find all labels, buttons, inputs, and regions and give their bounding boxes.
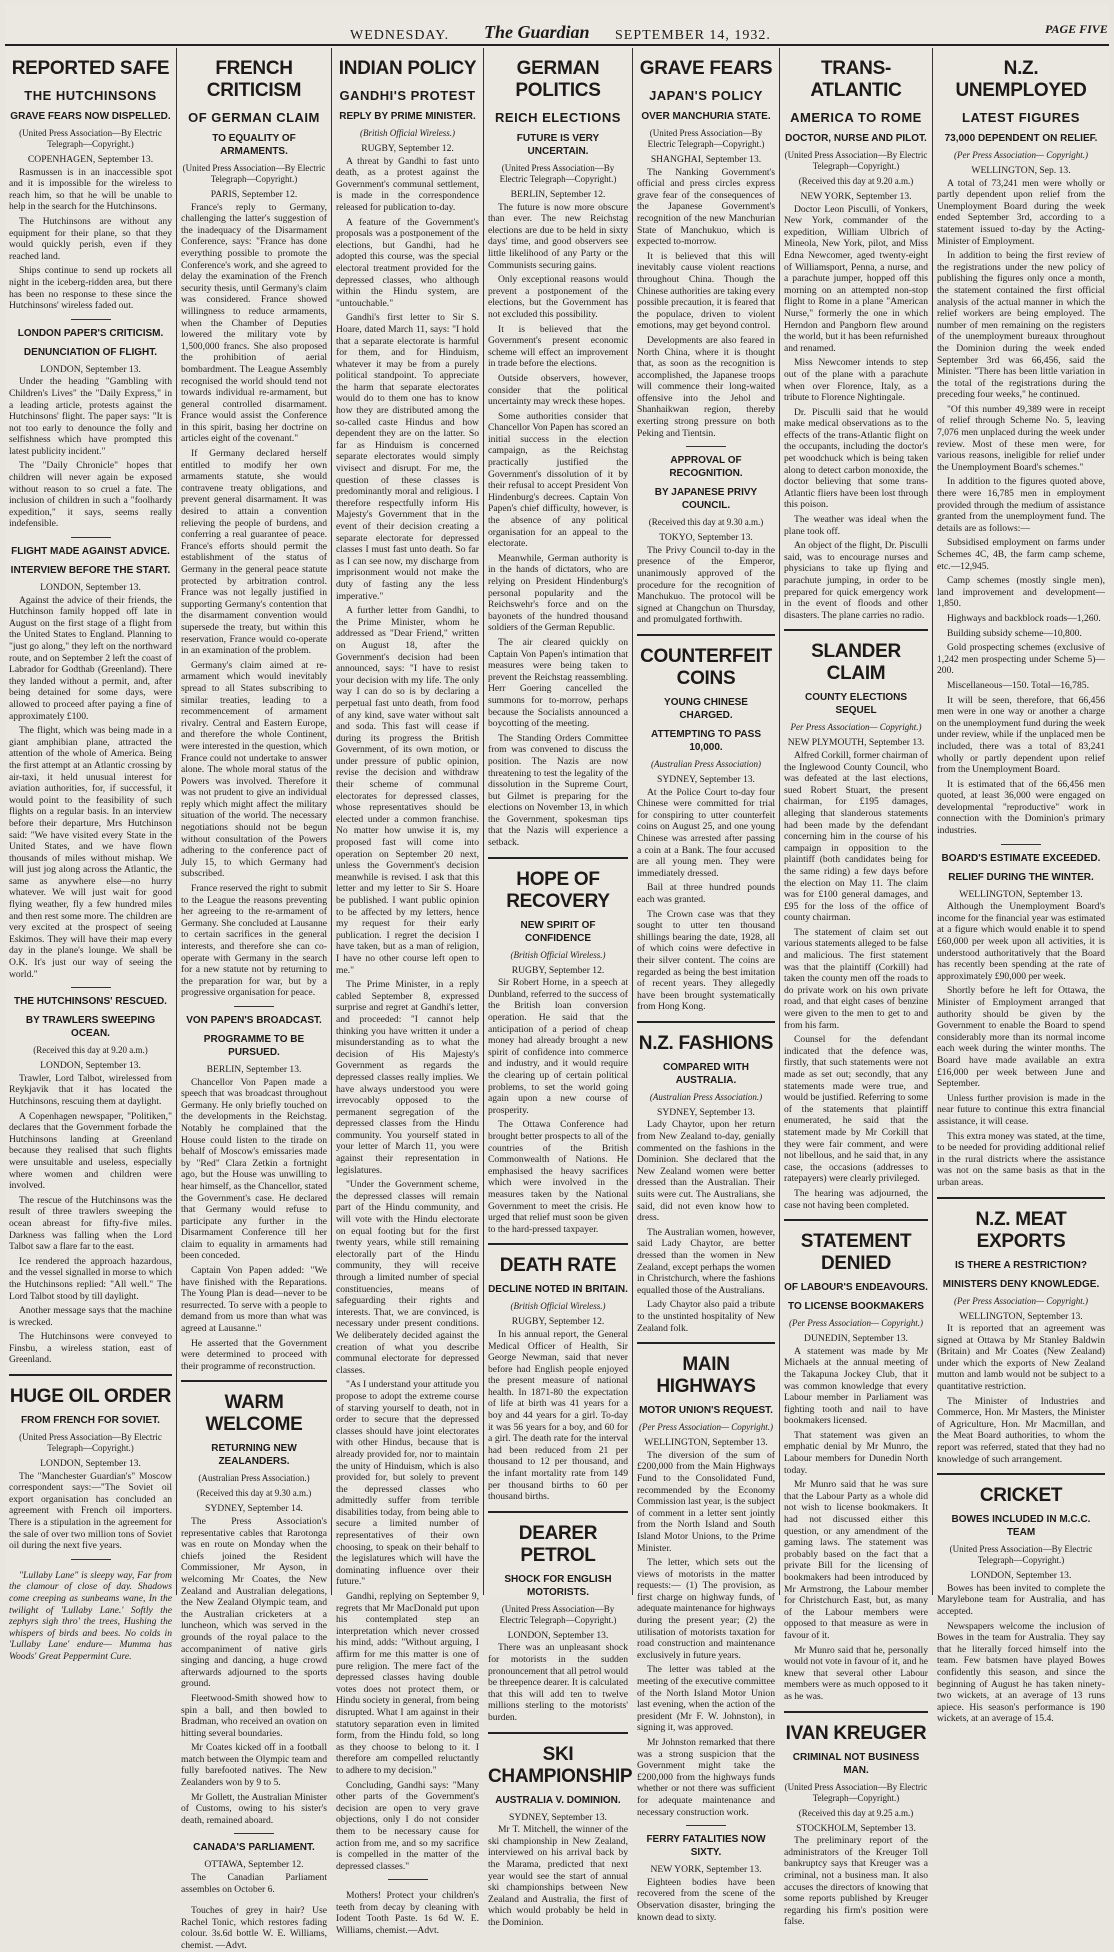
paragraph: Mr T. Mitchell, the winner of the ski championship in New Zealand, interviewed on his arrival back by the Marama, predicted that next year would see the start of annual ski championships between New Zealand and Australia, the first of which would probably be held in the Dominion. [488, 1824, 628, 1928]
paragraph: The air cleared quickly on Captain Von Papen's intimation that measures were being taken to prevent the Reichstag reassembling. Herr Goering cancelled the summons for to-morrow, perhaps because the Socialists announced a boycotting of the meeting. [488, 636, 628, 730]
paragraph: The Ottawa Conference had brought better prospects to all of the countries of the British Commonwealth of Nations. He emphasised the heavy sacrifices which were involved in the measures taken by the National Government to meet the crisis. He urged that relief must soon be given to the hard-pressed taxpayer. [488, 1119, 628, 1235]
dateline: NEW YORK, September 13. [650, 1864, 762, 1876]
section-rule [181, 1380, 327, 1382]
subhead: CANADA'S PARLIAMENT. [193, 1842, 315, 1854]
paragraph: Meanwhile, German authority is in the hands of dictators, who are relying on President Hindenburg's personal popularity and the Reichswehr's force and on the bayonets of the hundred thousand soldiers of the German Republic. [488, 552, 628, 634]
paragraph: Doctor Leon Pisculli, of Yonkers, New York, commander of the expedition, William Ulbrich of Mineola, New York, pilot, and Miss Edna Newcomer, aged twenty-eight of Williamsport, Penna, a nurse, and a parachute jumper, hopped off this morning on an attempted non-stop flight to Rome in a plane "American Nurse," formerly the one in which Herndon and Pangborn flew around the world, but it has been refurnished and renamed. [784, 203, 928, 354]
paragraph: In addition to being the first review of the registrations under the new policy of publishing the figures only once a month, the statement contained the first official analysis of the actual manner in which the relief workers are being employed. The number of men remaining on the registers of the unemployment bureaux throughout the Dominion during the week ended September 3rd was 66,456, said the Minister. "There has been little variation in the total of the registrations during the preceding four weeks," he continued. [937, 250, 1105, 401]
paragraph: Subsidised employment on farms under Schemes 4C, 4B, the farm camp scheme, etc.—12,945. [937, 537, 1105, 572]
paragraph: France reserved the right to submit to the League the reasons preventing her agreeing to the re-armament of Germany. She concluded at Lausanne to certain sacrifices in the general interests, and therefore she can co-operate with Germany in the search for a new statute not by returning to the preparation for war, but by a progressive organisation for peace. [181, 883, 327, 999]
separator [1001, 844, 1041, 845]
subheadline: JAPAN'S POLICY [649, 88, 763, 103]
received-note: (Received this day at 9.20 a.m.) [33, 1045, 148, 1056]
paragraph: Camp schemes (mostly single men), land improvement and development—1,850. [937, 575, 1105, 610]
dateline: SYDNEY, September 13. [657, 774, 755, 785]
dateline: NEW PLYMOUTH, September 13. [787, 737, 925, 749]
headline: N.Z. UNEMPLOYED [955, 58, 1087, 101]
paragraph: The Hutchinsons are without any equipment for their plane, so that they would quickly perish, even if they reached land. [9, 215, 172, 262]
wire-credit: (United Press Association—By Electric Telegraph—Copyright.) [784, 150, 928, 171]
subhead: BY JAPANESE PRIVY COUNCIL. [654, 487, 758, 512]
paragraph: Miscellaneous—150. Total—16,785. [947, 679, 1089, 691]
paragraph: A total of 73,241 men were wholly or partly dependent upon relief from the Unemployment Board during the week ended September 3rd, according to a statement issued to-day by the Acting-Minister of Employment. [937, 177, 1105, 247]
paragraph: Trawler, Lord Talbot, wirelessed from Reykjavik that it has located the Hutchinsons, rescuing them at daylight. [9, 1072, 172, 1107]
paragraph: Rasmussen is in an inaccessible spot and it is impossible for the wireless to reach him, so that he will be unable to help in the search for the Hutchinsons. [9, 166, 172, 213]
masthead [5, 4, 1109, 46]
paragraph: Mr Munro said that he, personally would not vote in favour of it, and he knew that several other Labour members were as much opposed to it as he was. [784, 1644, 928, 1702]
paragraph: Another message says that the machine is wrecked. [9, 1305, 172, 1328]
received-note: (Received this day at 9.30 a.m.) [196, 1488, 312, 1499]
subhead: FLIGHT MADE AGAINST ADVICE. [11, 546, 170, 558]
wire-credit: (United Press Association—By Electric Telegraph—Copyright.) [182, 163, 326, 184]
headline: COUNTERFEIT COINS [640, 646, 772, 689]
deck: OVER MANCHURIA STATE. [641, 111, 771, 122]
paragraph: It is reported that an agreement was signed at Ottawa by Mr Stanley Baldwin (Britain) and Mr Coates (New Zealand) under which the exports of New Zealand mutton and lamb would not be subject to a quantitative restriction. [937, 1323, 1105, 1393]
subhead: THE HUTCHINSONS' RESCUED. [14, 996, 167, 1008]
paragraph: Mr Gollett, the Australian Minister of Customs, owing to his sister's death, remained aboard. [181, 1791, 327, 1826]
paragraph: The Hutchinsons were conveyed to Finsbu, a wireless station, east of Greenland. [9, 1331, 172, 1366]
headline: INDIAN POLICY [338, 58, 477, 79]
dateline: LONDON, September 13. [970, 1570, 1072, 1582]
deck: MOTOR UNION'S REQUEST. [639, 1405, 773, 1417]
deck: DECLINE NOTED IN BRITAIN. [488, 1284, 628, 1296]
separator [686, 446, 726, 447]
paragraph: The letter was tabled at the meeting of the executive committee of the North Island Motor Union last evening, when the action of the president (Mr F. W. Johnston), in signing it, was approved. [637, 1664, 775, 1734]
paragraph: The diversion of the sum of £200,000 from the Main Highways Fund to the Consolidated Fund, recommended by the Economy Commission last year, is the subject of comment in a letter sent jointly from the North Island and South Island Motor Unions, to the Prime Minister. [637, 1449, 775, 1554]
section-rule [937, 1197, 1105, 1199]
column-1 [5, 48, 176, 1662]
paragraph: Gandhi, replying on September 9, regrets that Mr MacDonald put upon his contemplated step an interpretation which never crossed his mind, adds: "Without arguing, I affirm for me this matter is one of pure religion. The mere fact of the depressed classes having double votes does not protect them, or Hindu society in general, from being disrupted. What I am against in their statutory separation even in limited form, from the Hindu fold, so long as they choose to belong to it. I therefore am compelled reluctantly to adhere to my decision." [336, 1591, 479, 1776]
wire-credit: (United Press Association—By Electric Telegraph—Copyright.) [499, 1603, 617, 1625]
paragraph: The weather was ideal when the plane took off. [784, 514, 928, 537]
section-rule [784, 629, 928, 631]
masthead-title: The Guardian [484, 22, 590, 42]
paragraph: The Nanking Government's official and press circles express grave fear of the consequences of the Japanese Government's recognition of the new Manchurian State of Manchukuo, which is expected to-morrow. [637, 166, 775, 248]
dateline: SYDNEY, September 13. [657, 1106, 755, 1118]
deck: YOUNG CHINESE CHARGED. [664, 697, 748, 721]
wire-credit: (Australian Press Association.) [649, 1091, 763, 1102]
paragraph: Ships continue to send up rockets all night in the iceberg-ridden area, but there has been no response to these since the Hutchinsons' wireless faded out. [9, 265, 172, 312]
section-rule [637, 1021, 775, 1023]
paragraph: The Standing Orders Committee from was convened to discuss the position. The Nazis are now threatening to test the legality of the dissolution in the Supreme Court, but Gilmet is preparing for the elections on November 13, in which the Government, spokesman tips that the Nazis will experience a setback. [488, 732, 628, 849]
advertisement: Mothers! Protect your children's teeth from decay by cleaning with Iodent Tooth Paste. 1s 6d W. E. Williams, chemist.—Advt. [336, 1890, 479, 1937]
advertisement: "Lullaby Lane" is sleepy way, Far from the clamour of close of day. Shadows come creeping as sunbeams wane, In the twilight of 'Lullaby Lane.' Softly the zephyrs sigh thro' the trees, Hushing the whispers of birds and bees. No colds in 'Lullaby Lane' endure— Mumma has Woods' Great Peppermint Cure. [9, 1569, 172, 1662]
paragraph: "Under the Government scheme, the depressed classes will remain part of the Hindu community, and will vote with the Hindu electorate on equal footing but for the first twenty years, while still remaining electorally part of the Hindu community, they will receive through a limited number of special constituencies, means of safeguarding their rights and interests. That, we are convinced, is necessary under present conditions. We deliberately decided against the creation of what you describe communal electorate for depressed classes. [336, 1179, 479, 1376]
paragraph: The rescue of the Hutchinsons was the result of three trawlers sweeping the ocean abreast for fifty-five miles. Darkness was falling when the Lord Talbot saw a flare far to the east. [9, 1194, 172, 1253]
paragraph: Captain Von Papen added: "We have finished with the Reparations. The Young Plan is dead—never to be resurrected. To serve with a people to demand from us more than what was agreed at Lausanne." [181, 1265, 327, 1335]
paragraph: Shortly before he left for Ottawa, the Minister of Employment arranged that authority should be given by the Government to enable the Board to spend considerably more than its normal income each week during the winter months. The Board have made available an extra £16,000 per week between June and September. [937, 985, 1105, 1090]
subhead: BY TRAWLERS SWEEPING OCEAN. [25, 1015, 156, 1040]
column-6 [780, 48, 932, 1928]
deck: CRIMINAL NOT BUSINESS MAN. [792, 1751, 920, 1776]
paragraph: Bowes has been invited to complete the Marylebone team for Australia, and has accepted. [937, 1582, 1105, 1617]
dateline: DUNEDIN, September 13. [804, 1333, 908, 1345]
paragraph: Germany's claim aimed at re-armament which would inevitably spread to all States subscribing to similar treaties, leading to a recommencement of armament rivalry. Central and Eastern Europe, and therefore the whole Continent, were interested in the question, which France could not undertake to answer alone. The whole moral status of the Powers was involved. Therefore it was not prudent to give an individual reply which might affect the military situation of the world. The necessary negotiations should not be begun without consultation of the Powers adhering to the conference pact of July 15, to which Germany had subscribed. [181, 659, 327, 880]
deck: 73,000 DEPENDENT ON RELIEF. [944, 133, 1098, 144]
paragraph: The hearing was adjourned, the case not having been completed. [784, 1187, 928, 1211]
dateline: OTTAWA, September 12. [204, 1859, 304, 1871]
masthead-day: WEDNESDAY. [350, 28, 450, 43]
deck: BOWES INCLUDED IN M.C.C. TEAM [951, 1514, 1091, 1539]
dateline: LONDON, September 13. [40, 1060, 141, 1072]
paragraph: In addition to the figures quoted above, there were 16,785 men in employment provided through the medium of assistance granted from the unemployment fund. The details are as follows:— [937, 476, 1105, 534]
wire-credit: (British Official Wireless.) [510, 949, 606, 960]
masthead-date: SEPTEMBER 14, 1932. [615, 28, 771, 43]
wire-credit: (Australian Press Association.) [198, 1473, 310, 1484]
dateline: BERLIN, September 12. [510, 189, 606, 200]
paragraph: Mr Munro said that he was sure that the Labour Party as a whole did not wish to license bookmakers. It had not discussed either this question, or any amendment of the gaming laws. The statement was probably based on the fact that a private Bill for the licensing of bookmakers had been introduced by Mr Armstrong, the Labour member for Christchurch East, but, as many of the Labour members were opposed to that measure as were in favour of it. [784, 1479, 928, 1641]
paragraph: The Crown case was that they sought to utter ten thousand shillings bearing the date, 1928, all of which coins were defective in their silver content. The coins are regarded as being the best imitation of recent years. They allegedly have been brought systematically from Hong Kong. [637, 908, 775, 1013]
wire-credit: (United Press Association—By Electric Telegraph—Copyright.) [949, 1544, 1093, 1566]
subhead: FERRY FATALITIES NOW SIXTY. [646, 1834, 766, 1859]
received-note: (Received this day at 9.25 a.m.) [798, 1807, 914, 1818]
paragraph: It is believed that the Government's present economic scheme will effect an improvement in trade before the elections. [488, 323, 628, 370]
headline: STATEMENT DENIED [800, 1231, 912, 1275]
separator [686, 1825, 726, 1826]
paragraph: He asserted that the Government were determined to proceed with their programme of reconstruction. [181, 1337, 327, 1372]
deck: RETURNING NEW ZEALANDERS. [211, 1443, 297, 1468]
paragraph: Dr. Pisculli said that he would make medical observations as to the effects of the trans-Atlantic flight on the occupants, including the doctor's pet woodchuck which is being taken along to detect carbon monoxide, the doctor believing that some trans-Atlantic fliers have been lost through this poison. [784, 406, 928, 511]
received-note: (Received this day at 9.20 a.m.) [798, 176, 914, 186]
paragraph: If Germany declared herself entitled to modify her own armaments statute, she would contravene treaty obligations, and prevent general disarmament. It was desired to attain a convention relieving the people of burdens, and conferring a real guarantee of peace. France's efforts should permit the establishment of the status of Germany in the general peace statute protected by arbitration control. France was not legally justified in supporting Germany's contention that the disarmament convention would supersede the treaty, but within this reservation, France would co-operate in an examination of the problem. [181, 448, 327, 657]
deck: TO LICENSE BOOKMAKERS [788, 1301, 924, 1313]
paragraph: Although the Unemployment Board's income for the financial year was estimated at a figure which would enable it to spend £60,000 per week upon all activities, it is understood authoritatively that the Board has recently been spending at the rate of approximately £90,000 per week. [937, 901, 1105, 982]
dateline: SYDNEY, September 13. [509, 1811, 607, 1823]
wire-credit: (United Press Association—By Electric Telegraph—Copyright.) [784, 1781, 928, 1803]
dateline: RUGBY, September 12. [511, 1316, 605, 1328]
headline: REPORTED SAFE [11, 58, 170, 79]
paragraph: A statement was made by Mr Michaels at the annual meeting of the Takapuna Jockey Club, that it was common knowledge that every Labour member in Parliament was fighting tooth and nail to have bookmakers licensed. [784, 1345, 928, 1427]
deck: SHOCK FOR ENGLISH MOTORISTS. [504, 1573, 612, 1598]
subhead: INTERVIEW BEFORE THE START. [10, 565, 171, 577]
separator [71, 987, 111, 988]
subhead: VON PAPEN'S BROADCAST. [186, 1014, 322, 1026]
dateline: LONDON, September 13. [40, 582, 141, 594]
deck: ATTEMPTING TO PASS 10,000. [650, 729, 761, 753]
subhead: LONDON PAPER'S CRITICISM. [17, 327, 164, 339]
headline: FRENCH CRITICISM [206, 58, 302, 101]
paragraph: The Canadian Parliament assembles on October 6. [181, 1872, 327, 1895]
paragraph: Lady Chaytor also paid a tribute to the unstinted hospitality of New Zealand folk. [637, 1299, 775, 1334]
paragraph: Alfred Corkill, former chairman of the Inglewood County Council, who was defeated at the last elections, sued Robert Stuart, the present chairman, for £195 damages, alleging that slanderous statements had been made by the defendant concerning him in the course of his campaign in opposition to the plaintiff (both candidates being for the same riding) a few days before the election on May 11. The claim was for £100 general damages, and £95 for the loss of the office of county chairman. [784, 749, 928, 924]
wire-credit: (United Press Association—By Electric Telegraph—Copyright.) [647, 128, 765, 149]
column-4 [484, 48, 633, 1928]
headline: GERMAN POLITICS [515, 58, 601, 101]
subheadline: GANDHI'S PROTEST [339, 88, 476, 103]
wire-credit: (Per Press Association— Copyright.) [639, 1422, 773, 1433]
paragraph: The "Daily Chronicle" hopes that children will never again be exposed without reason to so cruel a fate. The inclusion of children in such a "foolhardy expedition," it says, seems really indefensible. [9, 460, 172, 530]
dateline: WELLINGTON, September 13. [959, 1310, 1083, 1322]
separator [71, 1559, 111, 1560]
subheadline: AMERICA TO ROME [790, 110, 922, 125]
dateline: PARIS, September 12. [210, 189, 298, 200]
paragraph: Only exceptional reasons would prevent a postponement of the elections, but the Government has not excluded this possibility. [488, 274, 628, 320]
headline: WARM WELCOME [205, 1392, 303, 1436]
wire-credit: (United Press Association—By Electric Telegraph—Copyright.) [499, 163, 617, 184]
paragraph: A threat by Gandhi to fast unto death, as a protest against the Government's communal settlement, is made in the correspondence released for publication to-day. [336, 155, 479, 213]
dateline: LONDON, September 13. [40, 363, 141, 375]
paragraph: A Copenhagen newspaper, "Politiken," declares that the Government forbade the Hutchinsons landing at Greenland because they realised that such flights were unsuitable and useless, especially where women and children were involved. [9, 1110, 172, 1192]
subheadline: THE HUTCHINSONS [24, 88, 157, 103]
wire-credit: (Per Press Association— Copyright.) [954, 1295, 1088, 1306]
dateline: NEW YORK, September 13. [800, 191, 912, 202]
headline: SLANDER CLAIM [811, 641, 901, 685]
wire-credit: (United Press Association—By Electric Telegraph—Copyright.) [19, 1432, 162, 1454]
deck: FROM FRENCH FOR SOVIET. [21, 1415, 160, 1427]
headline: GRAVE FEARS [639, 58, 773, 79]
paragraph: A further letter from Gandhi, to the Prime Minister, whom he addressed as "Dear Friend," written on August 18, after the Government's decision had been announced, says: "I have to resist your decision with my life. The only way I can do so is by declaring a perpetual fast unto death, from food of any kind, save water without salt and soda. This fast will cease if during its progress the British Government, of its own motion, or under pressure of public opinion, revise the decision and withdraw their scheme of communal electorates for depressed classes, whose representatives should be elected under a common franchise. No matter how unwise it is, my proposed fast will come into operation on September 20 next, unless the Government's decision meanwhile is revised. I ask that this letter and my letter to Sir S. Hoare be published. I want public opinion to be affected by my letters, hence my request for their early publication. I regret the decision I have taken, but as a man of religion, I have no other course left open to me." [336, 605, 479, 976]
paragraph: The future is now more obscure than ever. The new Reichstag elections are due to be held in sixty days' time, and good observers see little likelihood of any Party or the Communists securing gains. [488, 201, 628, 271]
paragraph: It is believed that this will inevitably cause violent reactions throughout China. Though the Chinese authorities are taking every possible precaution, it is feared that the populace, driven to violent emotions, may get beyond control. [637, 250, 775, 332]
subheadline: REICH ELECTIONS [495, 110, 621, 125]
newspaper-page [5, 4, 1109, 1951]
paragraph: Bail at three hundred pounds each was granted. [637, 882, 775, 905]
headline: TRANS-ATLANTIC [810, 58, 902, 101]
paragraph: Under the heading "Gambling with Children's Lives" the "Daily Express," in a leading article, protests against the Hutchinsons' flight. The paper says: "It is not too early to denounce the folly and selfishness which have prompted this latest publicity incident." [9, 376, 172, 457]
column-3 [332, 48, 483, 1937]
deck: TO EQUALITY OF ARMAMENTS. [212, 133, 296, 157]
paragraph: Concluding, Gandhi says: "Many other parts of the Government's decision are open to very grave objections, only I do not consider them to be necessary cause for action from me, and so my sacrifice is compelled in the matter of the depressed classes." [336, 1779, 479, 1872]
paragraph: Eighteen bodies have been recovered from the scene of the Observation disaster, bringing the known dead to sixty. [637, 1876, 775, 1923]
paragraph: Sir Robert Horne, in a speech at Dunbland, referred to the success of the British loan conversion operation. He said that the anticipation of a period of cheap money had already brought a new spirit of confidence into commerce and industry, and it would require the clearing up of certain political problems, to set the world going again upon a new course of prosperity. [488, 977, 628, 1116]
subhead: RELIEF DURING THE WINTER. [948, 871, 1094, 883]
dateline: WELLINGTON, September 13. [959, 888, 1083, 900]
paragraph: "As I understand your attitude you propose to adopt the extreme course of starving yourself to death, not in order to secure that the depressed classes should have joint electorates with other Hindus, because that is already provided for, nor to maintain the unity of Hinduism, which is also provided for, but solely to prevent the depressed classes who admittedly suffer from terrible disabilities today, from being able to secure a limited number of representatives of their own choosing, to speak on their behalf to the legislatures which will have the dominating influence over their future." [336, 1379, 479, 1588]
headline: N.Z. MEAT EXPORTS [975, 1208, 1067, 1252]
deck: AUSTRALIA V. DOMINION. [495, 1794, 621, 1806]
section-rule [784, 1219, 928, 1221]
paragraph: The Press Association's representative cables that Rarotonga was en route on Monday when the chiefs joined the Resident Commissioner, Mr Ayson, in welcoming Mr Coates, the New Zealand and Australian delegations, the New Zealand Olympic team, and the Australian cricketers at a luncheon, which was served in the grounds of the royal palace to the accompaniment of native girls singing and dancing, a huge crowd afterwards adjourned to the sports ground. [181, 1516, 327, 1690]
paragraph: Mr Johnston remarked that there was a strong suspicion that the Government might take the £200,000 from the highways funds whether or not there was sufficient for adequate maintenance and necessary construction work. [637, 1737, 775, 1818]
paragraph: Developments are also feared in North China, where it is thought that, as soon as the recognition is accomplished, the Japanese troops will commence their long-waited offensive into the Jehol and Shanhaikwan region, thereby exerting strong pressure on both Peking and Tientsin. [637, 334, 775, 439]
headline: HOPE OF RECOVERY [506, 868, 610, 912]
wire-credit: (British Official Wireless.) [360, 128, 455, 138]
deck: FUTURE IS VERY UNCERTAIN. [516, 133, 600, 157]
dateline: STOCKHOLM, September 13. [796, 1822, 916, 1834]
paragraph: Ice rendered the approach hazardous, and the vessel signalled in morse to which the Hutchinsons replied: "All well." The Lord Talbot stood by till daylight. [9, 1255, 172, 1302]
section-rule [488, 857, 628, 859]
section-rule [488, 1243, 628, 1245]
dateline: RUGBY, September 12. [361, 143, 454, 154]
paragraph: The preliminary report of the administrators of the Kreuger Toll bankruptcy says that Kreuger was a criminal, not a business man. It also accuses the directors of knowing that some reports published by Kreuger regarding his firm's position were false. [784, 1835, 928, 1928]
wire-credit: (United Press Association—By Electric Telegraph—Copyright.) [19, 128, 162, 149]
paragraph: This extra money was stated, at the time, to be needed for providing additional relief in the rural districts where the assistance was not on the same basis as that in the urban areas. [937, 1130, 1105, 1188]
subheadline: LATEST FIGURES [962, 110, 1080, 125]
dateline: LONDON, September 13. [40, 1458, 141, 1470]
paragraph: The letter, which sets out the views of motorists in the matter requests:— (1) The provision, as first charge on highway funds, of adequate maintenance for highways during the present year; (2) the utilisation of motorists taxation for road construction and maintenance exclusively in future years. [637, 1557, 775, 1661]
dateline: RUGBY, September 12. [511, 964, 605, 976]
headline: CRICKET [979, 1485, 1063, 1507]
dateline: WELLINGTON, Sep. 13. [971, 165, 1071, 176]
paragraph: Miss Newcomer intends to step out of the plane with a parachute when over Florence, Italy, as a tribute to Florence Nightingale. [784, 357, 928, 404]
subheadline: OF GERMAN CLAIM [188, 110, 320, 125]
subhead: PROGRAMME TO BE PURSUED. [203, 1033, 305, 1058]
paragraph: Newspapers welcome the inclusion of Bowes in the team for Australia. They say that he literally forced himself into the team. Few batsmen have played Bowes confidently this season, and since the beginning of August he has taken ninety-two wickets, at an average of 13 runs apiece. His season's performance is 190 wickets, at an average of 15.4. [937, 1620, 1105, 1725]
paragraph: Mr Coates kicked off in a football match between the Olympic team and fully barefooted natives. The New Zealanders won by 9 to 5. [181, 1742, 327, 1789]
wire-credit: Per Press Association— Copyright.) [790, 722, 922, 733]
paragraph: France's reply to Germany, challenging the latter's suggestion of the inadequacy of the Disarmament Conference, says: "France has done everything possible to promote the Conference's work, and she agreed to delay the examination of the French security thesis, until Germany's claim was considered. France showed willingness to reduce armaments, when the Chamber of Deputies lowered the military vote by 1,500,000 francs. She also proposed the prohibition of aerial bombardment. The League Assembly recognised the world should tend not towards individual re-armament, but general controlled disarmament. France would assist the Conference in this spirit, basing her doctrine on articles eight of the covenant." [181, 201, 327, 445]
section-rule [784, 1711, 928, 1713]
subhead: DENUNCIATION OF FLIGHT. [23, 346, 158, 358]
wire-credit: (Per Press Association— Copyright.) [954, 150, 1088, 160]
headline: DEATH RATE [499, 1255, 617, 1277]
section-rule [488, 1511, 628, 1513]
headline: DEARER PETROL [518, 1522, 598, 1566]
deck: NEW SPIRIT OF CONFIDENCE [520, 919, 596, 944]
column-7 [933, 48, 1109, 1725]
dateline: LONDON, September 13. [507, 1629, 609, 1641]
separator [71, 319, 111, 320]
paragraph: Gold prospecting schemes (exclusive of 1,242 men prospecting under Scheme 5)—200. [937, 642, 1105, 677]
section-rule [9, 1374, 172, 1376]
paragraph: It will be seen, therefore, that 66,456 men were in one way or another a charge on the unemployment fund during the week under review, while if the unplaced men be included, there was a total of 83,241 wholly or partly dependent upon relief from the Unemployment Board. [937, 694, 1105, 776]
paragraph: The Prime Minister, in a reply cabled September 8, expressed surprise and regret at Gandhi's letter, and proceeded: "I cannot help thinking you have written it under a misunderstanding as to what the decision of His Majesty's Government as regards the depressed classes really implies. We have always understood you were irrevocably opposed to the permanent segregation of the depressed classes from the Hindu community. You yourself stated in your letter of March 11, you were against their representation in legislatures. [336, 979, 479, 1176]
paragraph: Gandhi's first letter to Sir S. Hoare, dated March 11, says: "I hold that a separate electorate is harmful for them, and for Hinduism, whatever it may be from a purely political standpoint. To appreciate the harm that separate electorates would do to them one has to know how they are distributed among the so-called caste Hindus and how dependent they are on the latter. So far as Hinduism is concerned separate electorates would simply vivisect and disrupt. For me, the question of these classes is predominantly moral and religious. I therefore respectfully inform His Majesty's Government that in the event of their decision creating a separate electorate for depressed classes I must fast unto death. So far as I can see now, my discharge from imprisonment would not make the duty of fasting any the less imperative." [336, 312, 479, 602]
separator [234, 1833, 274, 1834]
subhead: BOARD'S ESTIMATE EXCEEDED. [941, 852, 1101, 864]
headline: SKI CHAMPIONSHIP [488, 1743, 633, 1787]
paragraph: It is estimated that of the 66,456 men quoted, at least 36,000 were engaged on developmental "reproductive" work in connection with the Dominion's primary industries. [937, 778, 1105, 837]
deck: REPLY BY PRIME MINISTER. [339, 111, 476, 122]
paragraph: Lady Chaytor, upon her return from New Zealand to-day, genially commented on the fashions in the Dominion. She declared that the New Zealand women were better dressed than the Australian. Their suits were cut. The Australians, she said, did not even know how to dress. [637, 1119, 775, 1224]
wire-credit: (Per Press Association— Copyright.) [789, 1318, 923, 1329]
dateline: TOKYO, September 13. [659, 532, 753, 544]
section-rule [937, 1473, 1105, 1475]
paragraph: Outside observers, however, consider that the political uncertainty may wreck these hopes. [488, 372, 628, 408]
paragraph: The statement of claim set out various statements alleged to be false and malicious. The first statement was that the plaintiff (Corkill) had taken the county men off the roads to do private work on his own private road, and that eight cases of benzine were given to the men to get to and from his farm. [784, 926, 928, 1031]
separator [234, 1006, 274, 1007]
section-rule [637, 634, 775, 636]
paragraph: Unless further provision is made in the near future to continue this extra financial assistance, it will cease. [937, 1092, 1105, 1127]
headline: N.Z. FASHIONS [638, 1032, 774, 1054]
advertisement: Touches of grey in hair? Use Rachel Tonic, which restores fading colour. 3s.6d bottle W. E. Williams, chemist. —Advt. [181, 1905, 327, 1951]
paragraph: Some authorities consider that Chancellor Von Papen has scored an initial success in the election campaign, as the Reichstag practically justified the Government's dissolution of it by their refusal to accept President Von Hindenburg's decrees. Captain Von Papen's chief difficulty, however, is the absence of any political organisation for an appeal to the electorate. [488, 410, 628, 550]
masthead-page-number: PAGE FIVE [1045, 22, 1108, 36]
separator [71, 537, 111, 538]
section-rule [488, 1732, 628, 1734]
paragraph: "Of this number 49,389 were in receipt of relief through Scheme No. 5, leaving 7,076 men unplaced during the week under review. Most of these men were, for various reasons, ineligible for relief under the Unemployment Board's schemes." [937, 403, 1105, 473]
headline: IVAN KREUGER [785, 1722, 927, 1744]
dateline: BERLIN, September 13. [206, 1063, 302, 1075]
paragraph: The "Manchester Guardian's" Moscow correspondent says:—"The Soviet oil export organisation has concluded an agreement with French oil importers. There is a stipulation in the agreement for the sale of over two million tons of Soviet oil during the next five years. [9, 1470, 172, 1552]
paragraph: Against the advice of their friends, the Hutchinson family hopped off late in August on the first stage of a flight from the United States to England. Planning to "just go along," they left on the northward route, and on September 2 left the coast of Labrador for Godthab (Greenland). There they landed without a permit, and, after being detained for some days, were allowed to proceed after paying a fine of approximately £100. [9, 594, 172, 722]
headline: HUGE OIL ORDER [9, 1386, 172, 1408]
headline: MAIN HIGHWAYS [656, 1354, 756, 1398]
paragraph: Fleetwood-Smith showed how to spin a ball, and then bowled to Bradman, who received an ovation on hitting several boundaries. [181, 1692, 327, 1739]
deck: MINISTERS DENY KNOWLEDGE. [942, 1278, 1100, 1290]
paragraph: The Australian women, however, said Lady Chaytor, are better dressed than the women in New Zealand, except perhaps the women in Christchurch, where the fashions equalled those of the Australians. [637, 1226, 775, 1296]
paragraph: Building subsidy scheme—10,800. [947, 627, 1082, 639]
wire-credit: (Australian Press Association) [651, 759, 761, 769]
deck: COMPARED WITH AUSTRALIA. [663, 1061, 749, 1086]
paragraph: In his annual report, the General Medical Officer of Health, Sir George Newman, said that never before had English people enjoyed the present measure of national health. In 1871-80 the expectation of life at birth was 41 years for a boy and 44 years for a girl. To-day it was 56 years for a boy, and 60 for a girl. The death rate for the interval had been reduced from 21 per thousand to 12 per thousand, and the infant mortality rate from 149 per thousand births to 60 per thousand births. [488, 1328, 628, 1503]
paragraph: Counsel for the defendant indicated that the defence was, firstly, that such statements were not made as set out; secondly, that any statements made were true, and would be justified. Referring to some of the statements that plaintiff enumerated, he said that the statement made by Mr Corkill that they were fair comment, and were not libellous, and he said that, in any case, the occasions (addresses to ratepayers) were clearly privileged. [784, 1034, 928, 1185]
subhead: APPROVAL OF RECOGNITION. [669, 455, 743, 480]
received-note: (Received this day at 9.30 a.m.) [648, 517, 764, 528]
paragraph: At the Police Court to-day four Chinese were committed for trial for conspiring to utter counterfeit coins on August 25, and one young Chinese was arrested after passing a coin at a Bank. The four accused are all young men. They were immediately dressed. [637, 786, 775, 879]
paragraph: An object of the flight, Dr. Pisculli said, was to encourage nurses and physicians to take up flying and parachute jumping, in order to be prepared for quick emergency work in the event of floods and other disasters. The plane carries no radio. [784, 540, 928, 621]
paragraph: The Minister of Industries and Commerce, Hon. Mr Masters, the Minister of Agriculture, Hon. Mr Macmillan, and the Meat Board authorities, to whom the report was referred, stated that they had no knowledge of such arrangement. [937, 1395, 1105, 1465]
deck: COUNTY ELECTIONS SEQUEL [804, 692, 908, 717]
paragraph: There was an unpleasant shock for motorists in the sudden pronouncement that all petrol would be threepence dearer. It is calculated that this will add ten to twelve millions sterling to the motorists' burden. [488, 1642, 628, 1723]
dateline: SHANGHAI, September 13. [650, 154, 762, 165]
wire-credit: (British Official Wireless.) [510, 1301, 606, 1312]
paragraph: The flight, which was being made in a giant amphibian plane, attracted the attention of the whole of America. Being the first attempt at an Atlantic crossing by air-taxi, it held unusual interest for aviation authorities, for, if successful, it would point to the feasibility of such flights on a regular basis. In an interview before their departure, Mrs Hutchinson said: "We have visited every State in the United States, and we have flown thousands of miles without mishap. We will just jog along across the Atlantic, the same as anywhere else—no hurry whatever. We will just wait for good flying weather, fly a few hundred miles and then rest some more. The children are very excited at the prospect of seeing Eskimos. They will have their map every day in the plane's lounge. We shall be O.K. It's just our way of seeing the world." [9, 725, 172, 980]
paragraph: Highways and backblock roads—1,260. [947, 612, 1101, 624]
dateline: COPENHAGEN, September 13. [27, 154, 154, 165]
column-5 [633, 48, 779, 1923]
separator [388, 1879, 428, 1880]
column-2 [177, 48, 331, 1951]
paragraph: A feature of the Government's proposals was a postponement of the elections, but Gandhi, had he adopted this course, was the special electoral treatment provided for the depressed classes, who although within the Hindu system, are "untouchable." [336, 216, 479, 309]
deck: OF LABOUR'S ENDEAVOURS. [784, 1282, 928, 1294]
paragraph: Chancellor Von Papen made a speech that was broadcast throughout Germany. He only briefly touched on the developments in the Reichstag. Notably he complained that the House could listen to the tirade on behalf of Moscow's emissaries made by "Red" Clara Zetkin a fortnight ago, but the House was unwilling to hear himself, as the Chancellor, stated the Government's case. He declared that Germany would refuse to participate any further in the Disarmament Conference till her claim to equality in armaments had been conceded. [181, 1076, 327, 1262]
section-rule [637, 1342, 775, 1344]
paragraph: That statement was given an emphatic denial by Mr Munro, the Labour members for Dunedin North today. [784, 1429, 928, 1476]
dateline: SYDNEY, September 14. [205, 1503, 303, 1515]
paragraph: The Privy Council to-day in the presence of the Emperor, unanimously approved of the procedure for the recognition of Manchukuo. The protocol will be signed at Changchun on Thursday, and promulgated forthwith. [637, 544, 775, 626]
deck: DOCTOR, NURSE AND PILOT. [785, 133, 927, 144]
deck: GRAVE FEARS NOW DISPELLED. [10, 111, 171, 122]
dateline: WELLINGTON, September 13. [644, 1437, 768, 1449]
deck: IS THERE A RESTRICTION? [954, 1259, 1088, 1271]
